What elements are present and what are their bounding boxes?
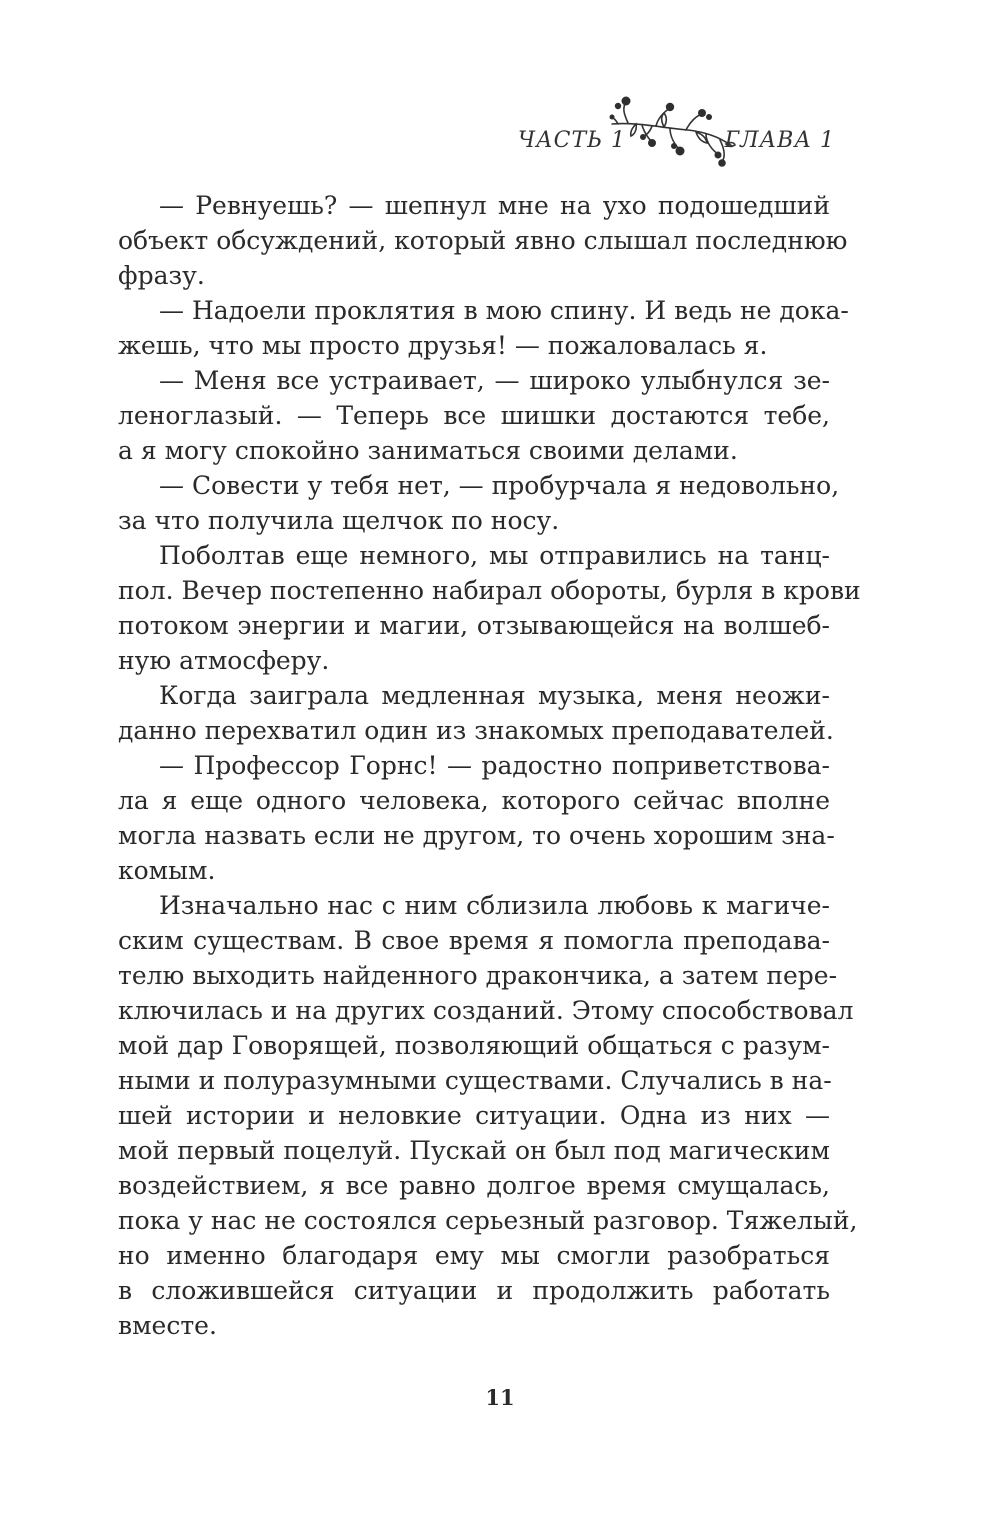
- text-line: в сложившейся ситуации и продолжить работать: [118, 1276, 830, 1305]
- text-line: леноглазый. — Теперь все шишки достаются тебе,: [118, 401, 830, 430]
- text-line: ским существам. В свое время я помогла преподава-: [118, 926, 830, 955]
- text-line: Когда заиграла медленная музыка, меня неожи-: [159, 681, 830, 710]
- text-line: — Совести у тебя нет, — пробурчала я недовольно,: [159, 471, 840, 500]
- running-head-chapter: ГЛАВА 1: [724, 128, 835, 153]
- text-line: ную атмосферу.: [118, 646, 330, 675]
- text-line: жешь, что мы просто друзья! — пожаловалась я.: [118, 331, 768, 360]
- running-head: [500, 96, 835, 170]
- text-line: но именно благодаря ему мы смогли разобраться: [118, 1241, 830, 1270]
- text-line: — Ревнуешь? — шепнул мне на ухо подошедший: [159, 191, 830, 220]
- text-line: мой первый поцелуй. Пускай он был под магическим: [118, 1136, 830, 1165]
- text-line: шей истории и неловкие ситуации. Одна из них —: [118, 1101, 830, 1130]
- text-line: могла назвать если не другом, то очень хорошим зна-: [118, 821, 835, 850]
- text-line: — Меня все устраивает, — широко улыбнулся зе-: [159, 366, 830, 395]
- text-line: фразу.: [118, 261, 205, 290]
- text-line: — Профессор Горнс! — радостно поприветствова-: [159, 751, 830, 780]
- text-line: потоком энергии и магии, отзывающейся на волшеб-: [118, 611, 830, 640]
- text-line: — Надоели проклятия в мою спину. И ведь не дока-: [159, 296, 849, 325]
- text-line: Поболтав еще немного, мы отправились на танц-: [159, 541, 830, 570]
- running-head-part: ЧАСТЬ 1: [518, 128, 626, 153]
- body-text: [118, 188, 861, 1343]
- text-line: пока у нас не состоялся серьезный разговор. Тяжелый,: [118, 1206, 858, 1235]
- text-line: вместе.: [118, 1311, 217, 1340]
- text-line: данно перехватил один из знакомых преподавателей.: [118, 716, 834, 745]
- text-line: Изначально нас с ним сблизила любовь к магиче-: [159, 891, 830, 920]
- page-number: 11: [485, 1385, 515, 1410]
- text-line: ла я еще одного человека, которого сейчас вполне: [118, 786, 830, 815]
- text-line: а я могу спокойно заниматься своими делами.: [118, 436, 738, 465]
- text-line: ными и полуразумными существами. Случались в на-: [118, 1066, 832, 1095]
- text-line: ключилась и на других созданий. Этому способствовал: [118, 996, 854, 1025]
- text-line: телю выходить найденного дракончика, а затем пере-: [118, 961, 838, 990]
- text-line: за что получила щелчок по носу.: [118, 506, 560, 535]
- text-line: мой дар Говорящей, позволяющий общаться с разум-: [118, 1031, 830, 1060]
- text-line: комым.: [118, 856, 216, 885]
- text-line: пол. Вечер постепенно набирал обороты, бурля в крови: [118, 576, 861, 605]
- text-line: воздействием, я все равно долгое время смущалась,: [118, 1171, 830, 1200]
- text-line: объект обсуждений, который явно слышал последнюю: [118, 226, 848, 255]
- berry-branch-ornament-icon: [608, 96, 736, 168]
